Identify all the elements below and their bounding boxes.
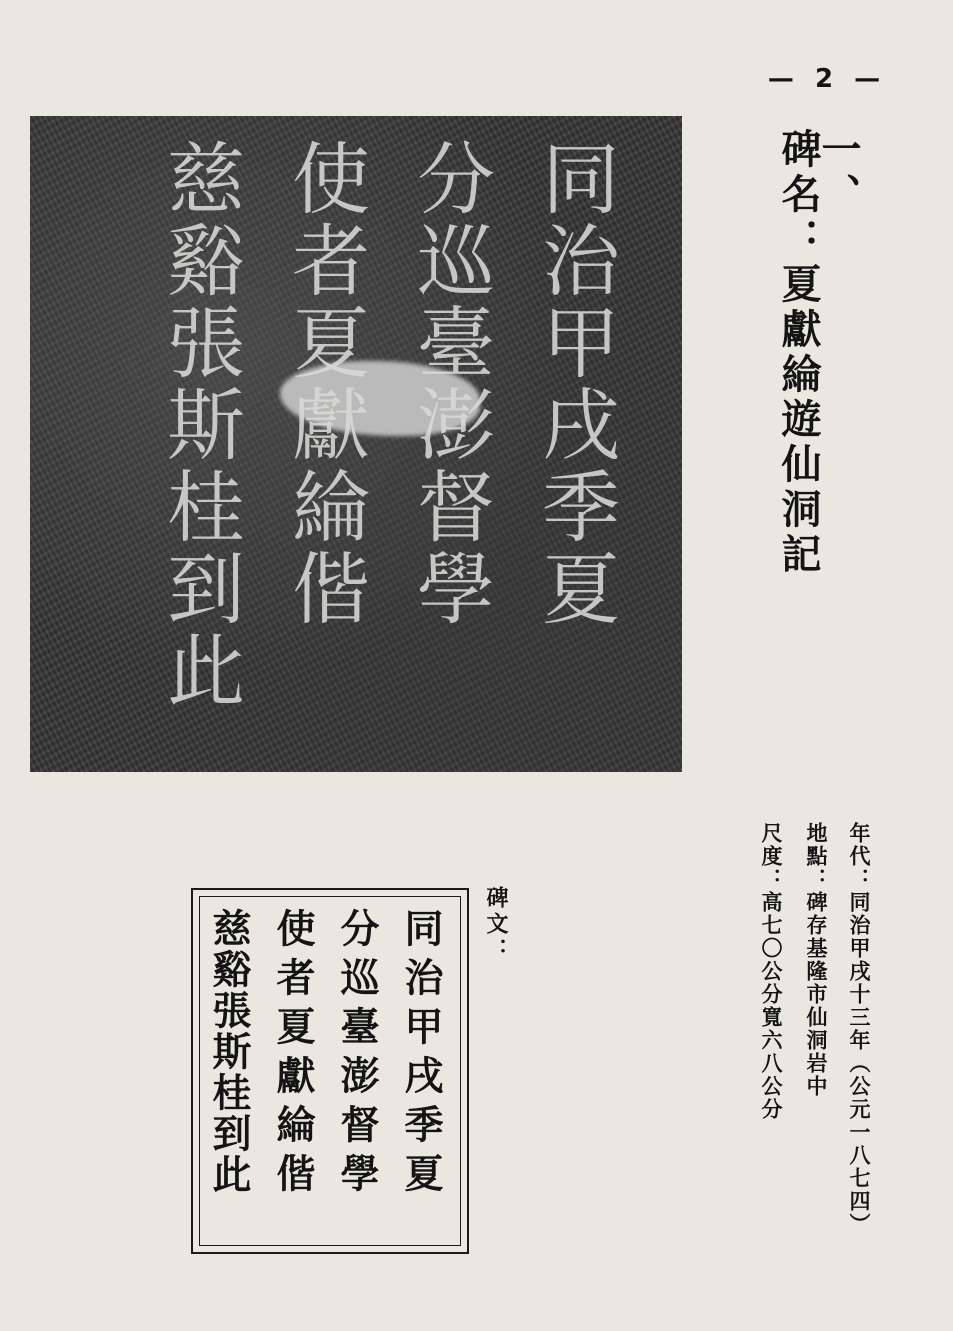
meta-dimensions: 尺度：高七〇公分寬六八公分: [759, 822, 783, 1121]
stele-title: [775, 128, 862, 648]
inscription-column-3: 使者夏獻綸偕: [270, 908, 316, 1202]
rubbing-column-2: 分巡臺澎督學: [404, 138, 494, 630]
rubbing-column-4: 慈谿張斯桂到此: [154, 138, 244, 712]
meta-location: 地點：碑存基隆市仙洞岩中: [804, 822, 828, 1098]
rubbing-column-3: 使者夏獻綸偕: [279, 138, 369, 630]
inscription-box: [191, 888, 469, 1254]
rubbing-column-1: 同治甲戌季夏: [529, 138, 619, 630]
inscription-column-4: 慈谿張斯桂到此: [206, 908, 252, 1195]
stele-name: 夏獻綸遊仙洞記: [775, 263, 822, 578]
stele-name-label: 碑名：: [775, 128, 822, 263]
stele-rubbing-photo: [30, 116, 682, 772]
section-number: 一、: [815, 128, 862, 218]
inscription-label: 碑文：: [483, 886, 508, 964]
inscription-column-2: 分巡臺澎督學: [334, 908, 380, 1202]
meta-date: 年代：同治甲戌十三年（公元一八七四）: [847, 822, 871, 1236]
inscription-column-1: 同治甲戌季夏: [398, 908, 444, 1202]
page-number: — 2 —: [767, 64, 887, 94]
